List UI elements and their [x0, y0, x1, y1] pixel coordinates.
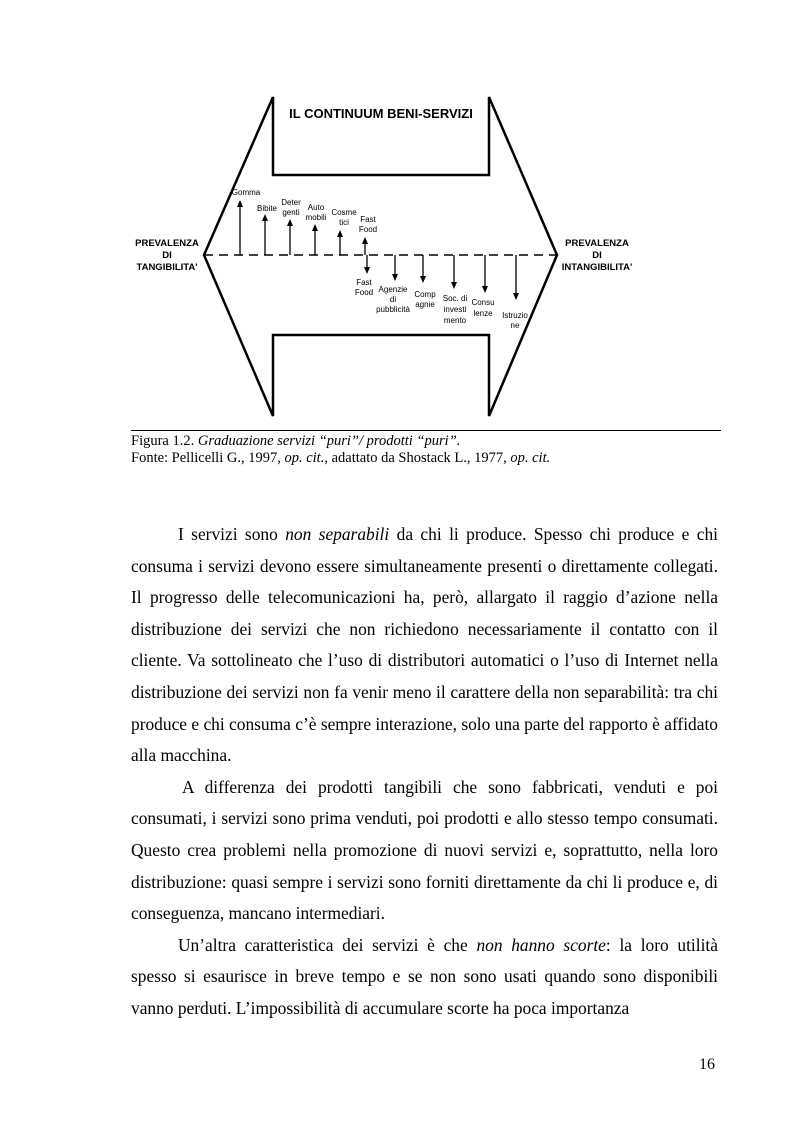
paragraph-1: I servizi sono non separabili da chi li produce. Spesso chi produce e chi consuma i servizi devono essere simultaneamente presenti o direttamente collegati. Il progresso delle telecomunicazioni ha, però, allargato il raggio d’azione nella distribuzione dei servizi che non richiedono necessariamente il contatto con il cliente. Va sottolineato che l’uso di distributori automatici o l’uso di Internet nella distribuzione dei servizi non fa venir meno il carattere della non separabilità: tra chi produce e chi consuma c’è sempre interazione, solo una parte del rapporto è affidato alla macchina. [131, 524, 718, 766]
svg-text:mento: mento [443, 316, 467, 325]
upper-item-detergenti [281, 198, 301, 255]
caption-line-1: Figura 1.2. Graduazione servizi “puri”/ prodotti “puri”. [131, 433, 461, 449]
svg-text:DI: DI [162, 250, 172, 261]
right-label [562, 238, 633, 273]
svg-text:Fast: Fast [360, 215, 376, 224]
svg-text:DI: DI [592, 250, 602, 261]
svg-text:Deter: Deter [281, 198, 301, 207]
lower-item-compagnie [414, 255, 436, 309]
svg-text:INTANGIBILITA': INTANGIBILITA' [561, 262, 633, 273]
svg-text:Fast: Fast [356, 278, 372, 287]
upper-item-cosmetici [331, 208, 357, 255]
svg-text:mobili: mobili [305, 213, 327, 222]
svg-text:TANGIBILITA': TANGIBILITA' [136, 262, 198, 273]
svg-text:genti: genti [282, 208, 300, 217]
svg-text:Comp: Comp [414, 290, 436, 299]
upper-item-fast-food [359, 215, 377, 255]
svg-text:Food: Food [358, 225, 378, 234]
svg-text:Soc. di: Soc. di [442, 294, 468, 303]
upper-item-automobili [306, 203, 327, 255]
figure-caption [131, 433, 731, 467]
upper-item-gomma [232, 188, 261, 255]
svg-text:ne: ne [510, 321, 520, 330]
lower-item-fast-food [355, 255, 373, 297]
lower-item-consulenze [471, 255, 494, 318]
continuum-figure [0, 0, 793, 430]
svg-text:PREVALENZA: PREVALENZA [565, 238, 629, 249]
svg-text:lenze: lenze [473, 309, 493, 318]
svg-text:di: di [389, 295, 397, 304]
left-label [135, 238, 199, 273]
svg-text:Gomma: Gomma [231, 188, 261, 197]
svg-text:agnie: agnie [415, 300, 435, 309]
lower-item-soc-investimento [443, 255, 468, 325]
continuum-outline [204, 97, 557, 416]
paragraph-3: Un’altra caratteristica dei servizi è che non hanno scorte: la loro utilità spesso si esaurisce in breve tempo e se non sono usati quando sono disponibili vanno perduti. L’impossibilità di accumulare scorte ha poca importanza [131, 934, 718, 1018]
svg-text:Food: Food [354, 288, 374, 297]
lower-item-istruzione [502, 255, 528, 330]
svg-text:tici: tici [339, 218, 349, 227]
figure-title: IL CONTINUUM BENI-SERVIZI [289, 106, 473, 121]
svg-text:investi: investi [443, 305, 467, 314]
page-number: 16 [699, 1056, 715, 1073]
svg-text:Auto: Auto [307, 203, 325, 212]
lower-item-agenzie [376, 255, 410, 314]
body-text [131, 519, 718, 1025]
svg-text:PREVALENZA: PREVALENZA [135, 238, 199, 249]
paragraph-2: A differenza dei prodotti tangibili che sono fabbricati, venduti e poi consumati, i servizi sono prima venduti, poi prodotti e allo stesso tempo consumati. Questo crea problemi nella promozione di nuovi servizi e, soprattutto, nella loro distribuzione: quasi sempre i servizi sono forniti direttamente da chi li produce e, di conseguenza, mancano intermediari. [131, 776, 718, 924]
svg-text:Istruzio: Istruzio [502, 311, 528, 320]
svg-text:Cosme: Cosme [331, 208, 357, 217]
svg-text:Consu: Consu [471, 298, 495, 307]
caption-line-2: Fonte: Pellicelli G., 1997, op. cit., adattato da Shostack L., 1977, op. cit. [131, 450, 551, 466]
svg-text:Bibite: Bibite [256, 204, 278, 213]
svg-text:Agenzie: Agenzie [378, 285, 408, 294]
caption-rule [131, 430, 721, 431]
svg-text:pubblicità: pubblicità [376, 305, 410, 314]
upper-item-bibite [257, 204, 278, 255]
